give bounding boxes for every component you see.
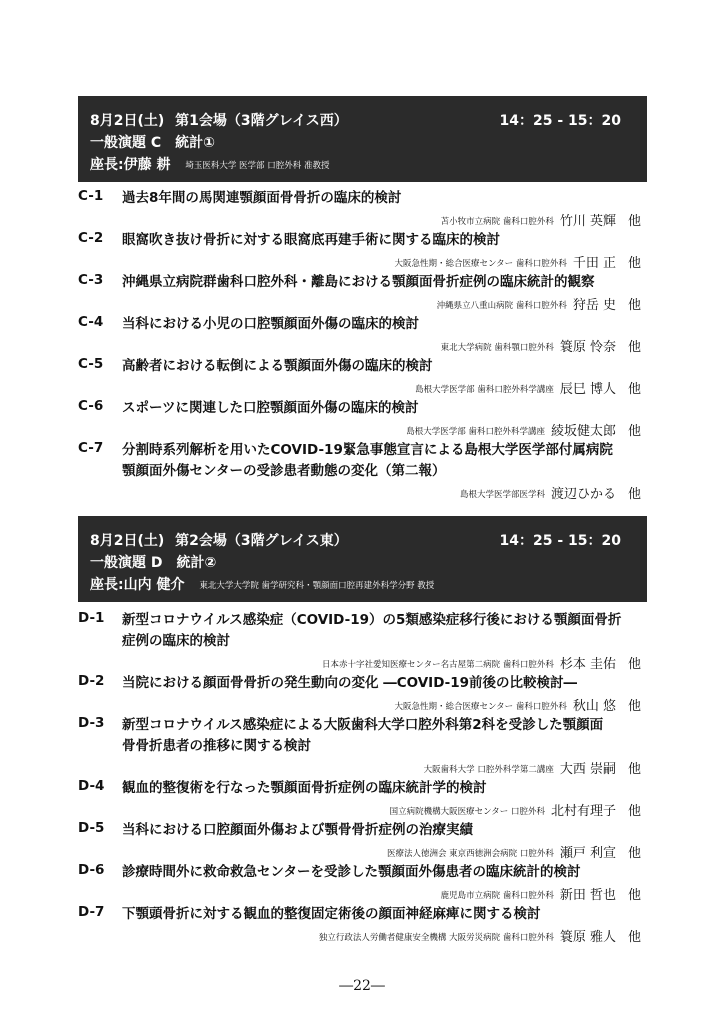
presentation-item — [78, 272, 647, 314]
author-etc: 他 — [627, 804, 641, 819]
presentation-author-line — [78, 419, 647, 440]
presentation-author-line — [78, 883, 647, 904]
presentation-item — [78, 715, 647, 778]
author-affiliation: 日本赤十字社愛知医療センター名古屋第二病院 歯科口腔外科 — [321, 660, 554, 670]
presentation-item — [78, 398, 647, 440]
author-etc: 他 — [627, 256, 641, 271]
author-etc: 他 — [627, 930, 641, 945]
author-name: 渡辺ひかる — [550, 487, 616, 502]
presentation-title: 当科における小児の口腔顎顔面外傷の臨床的検討 — [122, 316, 419, 332]
author-name: 竹川 英輝 — [559, 214, 616, 229]
session-room: 第1会場（3階グレイス西） — [175, 113, 348, 129]
presentation-list — [78, 188, 647, 503]
author-affiliation: 苫小牧市立病院 歯科口腔外科 — [440, 217, 554, 227]
presentation-title: 高齢者における転倒による顎顔面外傷の臨床的検討 — [122, 358, 433, 374]
author-etc: 他 — [627, 888, 641, 903]
session-category: 一般演題 C 統計① — [90, 135, 216, 151]
presentation-title: 新型コロナウイルス感染症による大阪歯科大学口腔外科第2科を受診した顎顔面 骨骨折患者の推移に関する検討 — [122, 717, 604, 754]
presentation-title: 沖縄県立病院群歯科口腔外科・離島における顎顔面骨折症例の臨床統計的観察 — [122, 274, 595, 290]
presentation-author-line — [78, 251, 647, 272]
session-block — [78, 516, 647, 946]
presentation-item — [78, 356, 647, 398]
presentation-author-line — [78, 799, 647, 820]
chair-name: 座長:山内 健介 — [90, 577, 185, 593]
author-affiliation: 島根大学医学部 歯科口腔外科学講座 — [406, 427, 545, 437]
author-etc: 他 — [627, 487, 641, 502]
author-affiliation: 鹿児島市立病院 歯科口腔外科 — [440, 891, 554, 901]
presentation-code: C-4 — [78, 314, 104, 330]
session-block — [78, 96, 647, 503]
author-name: 簑原 怜奈 — [559, 340, 616, 355]
session-chair — [90, 574, 635, 596]
chair-affiliation: 埼玉医科大学 医学部 口腔外科 准教授 — [185, 161, 330, 171]
presentation-item — [78, 230, 647, 272]
presentation-list — [78, 610, 647, 946]
presentation-code: D-3 — [78, 715, 105, 731]
presentation-item — [78, 314, 647, 356]
session-chair — [90, 154, 635, 176]
presentation-item — [78, 904, 647, 946]
author-name: 瀬戸 利宣 — [559, 846, 616, 861]
presentation-title: 分割時系列解析を用いたCOVID-19緊急事態宣言による島根大学医学部付属病院 顎顔面外傷センターの受診患者動態の変化（第二報） — [122, 442, 613, 479]
chair-affiliation: 東北大学大学院 歯学研究科・顎顔面口腔再建外科学分野 教授 — [199, 581, 435, 591]
author-etc: 他 — [627, 382, 641, 397]
presentation-author-line — [78, 377, 647, 398]
presentation-item — [78, 673, 647, 715]
presentation-author-line — [78, 335, 647, 356]
author-name: 秋山 悠 — [572, 699, 616, 714]
author-etc: 他 — [627, 846, 641, 861]
author-etc: 他 — [627, 699, 641, 714]
presentation-title: 眼窩吹き抜け骨折に対する眼窩底再建手術に関する臨床的検討 — [122, 232, 500, 248]
presentation-code: D-1 — [78, 610, 105, 626]
presentation-code: C-2 — [78, 230, 104, 246]
author-affiliation: 大阪急性期・総合医療センター 歯科口腔外科 — [394, 259, 567, 269]
presentation-author-line — [78, 293, 647, 314]
presentation-author-line — [78, 694, 647, 715]
chair-name: 座長:伊藤 耕 — [90, 157, 171, 173]
presentation-code: D-4 — [78, 778, 105, 794]
presentation-author-line — [78, 652, 647, 673]
author-etc: 他 — [627, 340, 641, 355]
presentation-author-line — [78, 209, 647, 230]
session-room: 第2会場（3階グレイス東） — [175, 533, 348, 549]
author-name: 大西 崇嗣 — [559, 762, 616, 777]
presentation-title: スポーツに関連した口腔顎顔面外傷の臨床的検討 — [122, 400, 419, 416]
presentation-title: 診療時間外に救命救急センターを受診した顎顔面外傷患者の臨床統計的検討 — [122, 864, 581, 880]
author-name: 簑原 雅人 — [559, 930, 616, 945]
presentation-code: C-6 — [78, 398, 104, 414]
presentation-code: C-1 — [78, 188, 104, 204]
author-etc: 他 — [627, 214, 641, 229]
presentation-item — [78, 778, 647, 820]
presentation-code: D-7 — [78, 904, 105, 920]
page-number: ―22― — [339, 978, 385, 994]
presentation-code: D-6 — [78, 862, 105, 878]
presentation-author-line — [78, 841, 647, 862]
author-name: 新田 哲也 — [559, 888, 616, 903]
presentation-author-line — [78, 757, 647, 778]
presentation-title: 当院における顔面骨骨折の発生動向の変化 ―COVID-19前後の比較検討― — [122, 675, 578, 691]
presentation-code: D-2 — [78, 673, 105, 689]
presentation-title: 当科における口腔顔面外傷および顎骨骨折症例の治療実績 — [122, 822, 473, 838]
author-etc: 他 — [627, 657, 641, 672]
presentation-code: C-5 — [78, 356, 104, 372]
author-name: 辰巳 博人 — [559, 382, 616, 397]
author-affiliation: 国立病院機構大阪医療センター 口腔外科 — [389, 807, 545, 817]
session-header — [78, 516, 647, 602]
presentation-item — [78, 188, 647, 230]
author-name: 北村有理子 — [550, 804, 616, 819]
author-name: 綾坂健太郎 — [550, 424, 616, 439]
author-affiliation: 大阪急性期・総合医療センター 歯科口腔外科 — [394, 702, 567, 712]
presentation-item — [78, 610, 647, 673]
session-date: 8月2日(土) — [90, 113, 165, 129]
presentation-item — [78, 820, 647, 862]
session-time: 14：25 - 15：20 — [499, 533, 621, 549]
presentation-title: 新型コロナウイルス感染症（COVID-19）の5類感染症移行後における顎顔面骨折 症例の臨床的検討 — [122, 612, 622, 649]
author-name: 千田 正 — [572, 256, 616, 271]
author-etc: 他 — [627, 424, 641, 439]
session-date-room — [90, 530, 635, 552]
author-etc: 他 — [627, 298, 641, 313]
session-category: 一般演題 D 統計② — [90, 555, 217, 571]
author-affiliation: 独立行政法人労働者健康安全機構 大阪労災病院 歯科口腔外科 — [318, 933, 554, 943]
author-name: 杉本 圭佑 — [559, 657, 616, 672]
author-affiliation: 沖縄県立八重山病院 歯科口腔外科 — [436, 301, 567, 311]
author-affiliation: 東北大学病院 歯科顎口腔外科 — [440, 343, 554, 353]
presentation-item — [78, 440, 647, 503]
presentation-code: D-5 — [78, 820, 105, 836]
presentation-title: 下顎頭骨折に対する観血的整復固定術後の顔面神経麻痺に関する検討 — [122, 906, 541, 922]
author-name: 狩岳 史 — [572, 298, 616, 313]
presentation-title: 観血的整復術を行なった顎顔面骨折症例の臨床統計学的検討 — [122, 780, 487, 796]
author-affiliation: 島根大学医学部医学科 — [459, 490, 545, 500]
author-affiliation: 島根大学医学部 歯科口腔外科学講座 — [415, 385, 554, 395]
presentation-item — [78, 862, 647, 904]
session-header — [78, 96, 647, 182]
author-affiliation: 医療法人徳洲会 東京西徳洲会病院 口腔外科 — [386, 849, 554, 859]
presentation-title: 過去8年間の馬関連顎顔面骨骨折の臨床的検討 — [122, 190, 402, 206]
session-date: 8月2日(土) — [90, 533, 165, 549]
presentation-author-line — [78, 482, 647, 503]
presentation-author-line — [78, 925, 647, 946]
author-etc: 他 — [627, 762, 641, 777]
presentation-code: C-3 — [78, 272, 104, 288]
session-time: 14：25 - 15：20 — [499, 113, 621, 129]
session-date-room — [90, 110, 635, 132]
author-affiliation: 大阪歯科大学 口腔外科学第二講座 — [423, 765, 554, 775]
presentation-code: C-7 — [78, 440, 104, 456]
